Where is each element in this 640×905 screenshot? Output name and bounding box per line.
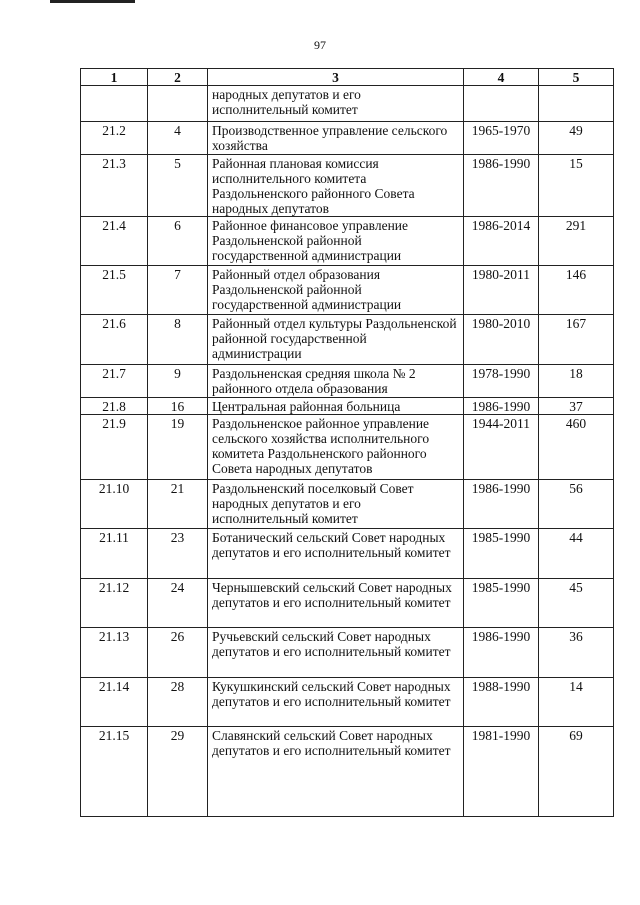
count-cell: 15 — [539, 155, 614, 217]
fund-title-cell: Чернышевский сельский Совет народных депутатов и его исполнительный комитет — [208, 579, 464, 628]
fund-number-cell: 6 — [148, 217, 208, 266]
row-number-cell: 21.13 — [81, 628, 148, 678]
fund-number-cell: 9 — [148, 365, 208, 398]
fund-number-cell: 16 — [148, 398, 208, 415]
fund-title-cell: Кукушкинский сельский Совет народных депутатов и его исполнительный комитет — [208, 678, 464, 727]
years-cell: 1988-1990 — [464, 678, 539, 727]
column-header-4: 4 — [464, 69, 539, 86]
count-cell: 37 — [539, 398, 614, 415]
fund-title-cell: Районная плановая комиссия исполнительного комитета Раздольненского районного Совета народных депутатов — [208, 155, 464, 217]
fund-title-cell: Центральная районная больница — [208, 398, 464, 415]
years-cell — [464, 86, 539, 122]
count-cell: 45 — [539, 579, 614, 628]
fund-title-cell: Раздольненская средняя школа № 2 районного отдела образования — [208, 365, 464, 398]
table-row — [81, 415, 614, 480]
fund-number-cell: 24 — [148, 579, 208, 628]
table-row — [81, 122, 614, 155]
count-cell: 44 — [539, 529, 614, 579]
years-cell: 1986-1990 — [464, 155, 539, 217]
row-number-cell: 21.12 — [81, 579, 148, 628]
fund-number-cell — [148, 86, 208, 122]
fund-number-cell: 29 — [148, 727, 208, 817]
years-cell: 1986-1990 — [464, 480, 539, 529]
table-row — [81, 579, 614, 628]
count-cell: 69 — [539, 727, 614, 817]
years-cell: 1986-1990 — [464, 628, 539, 678]
years-cell: 1965-1970 — [464, 122, 539, 155]
fund-title-cell: народных депутатов и его исполнительный комитет — [208, 86, 464, 122]
fund-title-cell: Ручьевский сельский Совет народных депутатов и его исполнительный комитет — [208, 628, 464, 678]
table-row — [81, 398, 614, 415]
row-number-cell: 21.15 — [81, 727, 148, 817]
table-row — [81, 315, 614, 365]
fund-title-cell: Славянский сельский Совет народных депутатов и его исполнительный комитет — [208, 727, 464, 817]
top-rule — [50, 0, 135, 3]
column-header-5: 5 — [539, 69, 614, 86]
row-number-cell: 21.5 — [81, 266, 148, 315]
fund-number-cell: 8 — [148, 315, 208, 365]
years-cell: 1980-2011 — [464, 266, 539, 315]
fund-number-cell: 19 — [148, 415, 208, 480]
count-cell: 18 — [539, 365, 614, 398]
table-row — [81, 678, 614, 727]
fund-number-cell: 23 — [148, 529, 208, 579]
years-cell: 1944-2011 — [464, 415, 539, 480]
archive-register-table — [80, 68, 614, 817]
years-cell: 1981-1990 — [464, 727, 539, 817]
years-cell: 1985-1990 — [464, 579, 539, 628]
column-header-1: 1 — [81, 69, 148, 86]
column-header-3: 3 — [208, 69, 464, 86]
count-cell: 14 — [539, 678, 614, 727]
table-row — [81, 529, 614, 579]
count-cell: 36 — [539, 628, 614, 678]
column-header-2: 2 — [148, 69, 208, 86]
years-cell: 1978-1990 — [464, 365, 539, 398]
fund-number-cell: 5 — [148, 155, 208, 217]
count-cell — [539, 86, 614, 122]
years-cell: 1986-2014 — [464, 217, 539, 266]
row-number-cell: 21.10 — [81, 480, 148, 529]
years-cell: 1986-1990 — [464, 398, 539, 415]
fund-number-cell: 4 — [148, 122, 208, 155]
years-cell: 1980-2010 — [464, 315, 539, 365]
table-row-continuation — [81, 86, 614, 122]
count-cell: 146 — [539, 266, 614, 315]
row-number-cell — [81, 86, 148, 122]
count-cell: 460 — [539, 415, 614, 480]
table-header-row — [81, 69, 614, 86]
table-row — [81, 266, 614, 315]
table-row — [81, 365, 614, 398]
table-row — [81, 217, 614, 266]
years-cell: 1985-1990 — [464, 529, 539, 579]
row-number-cell: 21.6 — [81, 315, 148, 365]
row-number-cell: 21.9 — [81, 415, 148, 480]
fund-title-cell: Раздольненский поселковый Совет народных депутатов и его исполнительный комитет — [208, 480, 464, 529]
count-cell: 291 — [539, 217, 614, 266]
fund-number-cell: 21 — [148, 480, 208, 529]
fund-number-cell: 26 — [148, 628, 208, 678]
row-number-cell: 21.4 — [81, 217, 148, 266]
row-number-cell: 21.11 — [81, 529, 148, 579]
page-number: 97 — [314, 38, 326, 52]
row-number-cell: 21.14 — [81, 678, 148, 727]
row-number-cell: 21.7 — [81, 365, 148, 398]
fund-title-cell: Ботанический сельский Совет народных депутатов и его исполнительный комитет — [208, 529, 464, 579]
row-number-cell: 21.8 — [81, 398, 148, 415]
fund-title-cell: Районное финансовое управление Раздольненской районной государственной администрации — [208, 217, 464, 266]
row-number-cell: 21.2 — [81, 122, 148, 155]
fund-number-cell: 28 — [148, 678, 208, 727]
fund-title-cell: Районный отдел образования Раздольненской районной государственной администрации — [208, 266, 464, 315]
count-cell: 167 — [539, 315, 614, 365]
fund-title-cell: Районный отдел культуры Раздольненской районной государственной администрации — [208, 315, 464, 365]
count-cell: 56 — [539, 480, 614, 529]
fund-number-cell: 7 — [148, 266, 208, 315]
table-row — [81, 480, 614, 529]
count-cell: 49 — [539, 122, 614, 155]
table-row — [81, 155, 614, 217]
row-number-cell: 21.3 — [81, 155, 148, 217]
fund-title-cell: Производственное управление сельского хозяйства — [208, 122, 464, 155]
table-row — [81, 628, 614, 678]
table-row — [81, 727, 614, 817]
fund-title-cell: Раздольненское районное управление сельского хозяйства исполнительного комитета Раздольненского районного Совета народных депутатов — [208, 415, 464, 480]
